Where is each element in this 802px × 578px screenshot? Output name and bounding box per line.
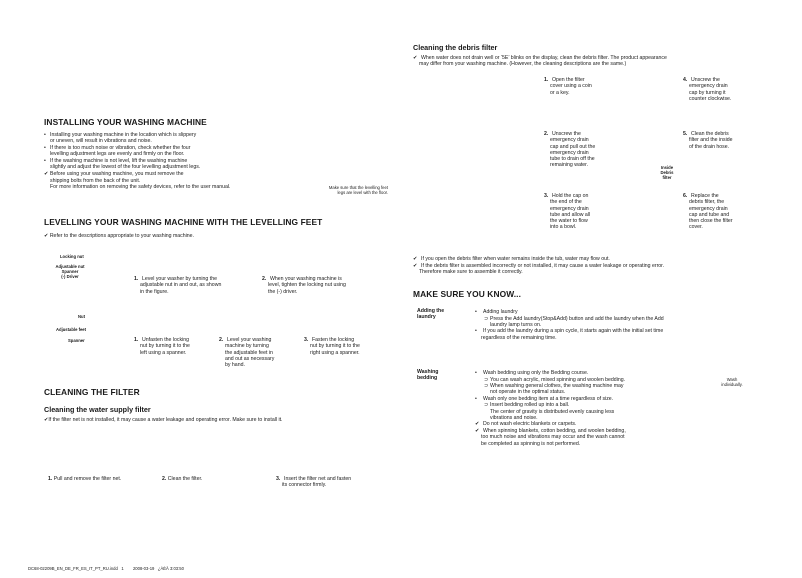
debris-warnings — [413, 256, 783, 276]
debris-note: ✔ When water does not drain well or ‘5E’ blinks on the display, clean the debris filter. The product appearance may differ from your washing machine. (However, the cleaning descriptions are the same.) — [413, 55, 667, 68]
know-title: MAKE SURE YOU KNOW... — [413, 289, 522, 299]
check-icon: ✔ — [44, 417, 49, 423]
adding-laundry-content: • Adding laundry ⊃ Press the Add laundry(Stop&Add) button and add the laundry when the Add laundry lamp turns on. • If you add the laundry during a spin cycle, it starts again with the initial set time regardless of the remaining time. — [475, 309, 664, 341]
levelling-note: ✔ Refer to the descriptions appropriate to your washing machine. — [44, 233, 194, 239]
levelling-step-a2: 2. When your washing machine is level, tighten the locking nut using the (-) driver. — [262, 276, 346, 295]
figure-label-inside-debris-filter: Inside Debris filter — [660, 165, 674, 180]
check-icon: ✔ — [413, 262, 418, 269]
adding-laundry-label: Adding the laundry — [417, 308, 445, 321]
list-item: ✔ If you open the debris filter when water remains inside the tub, water may flow out. — [413, 256, 610, 262]
debris-step-6: 6. Replace the debris filter, the emergency drain cap and tube and then close the filter cover. — [683, 193, 733, 231]
check-icon: ✔ — [413, 55, 418, 61]
levelling-step-b1: 1. Unfasten the locking nut by turning it to the left using a spanner. — [134, 337, 190, 356]
list-item: • Installing your washing machine in the location which is slippery or uneven, will result in vibrations and noise. — [44, 132, 197, 145]
check-icon: ✔ — [475, 421, 480, 428]
arrow-icon: ⊃ — [484, 376, 489, 383]
figure-label-locking-nut: Locking nut — [60, 254, 84, 259]
figure-label-adjustable-nut: Adjustable nut Spanner (-) Driver — [55, 264, 85, 279]
print-footer: DC68-02209B_EN_DE_FR_ES_IT_PT_RU.indd 1 2008-03-19 ¿ÀÈÄ 3:03:50 — [28, 566, 184, 571]
water-filter-step-1: 1. Pull and remove the filter net. — [48, 476, 122, 482]
figure-label-spanner: Spanner — [68, 338, 85, 343]
arrow-icon: ⊃ — [484, 383, 489, 390]
list-item: ✔ Before using your washing machine, you must remove the shipping bolts from the back of the unit. For more information on removing the safety devices, refer to the user manual. — [44, 171, 231, 190]
wash-individually-note: Wash individually. — [721, 377, 743, 387]
debris-step-3: 3. Hold the cap on the end of the emergency drain tube and allow all the water to flow into a bowl. — [544, 193, 591, 231]
levelling-step-b3: 3. Fasten the locking nut by turning it to the right using a spanner. — [304, 337, 360, 356]
cleaning-title: CLEANING THE FILTER — [44, 387, 140, 397]
water-filter-subtitle: Cleaning the water supply filter — [44, 405, 151, 414]
list-item: ✔ If the debris filter is assembled incorrectly or not installed, it may cause a water leakage or operating error. Therefore make sure to assemble it correctly. — [413, 262, 665, 276]
check-icon: ✔ — [413, 256, 418, 262]
check-icon: ✔ — [475, 428, 480, 435]
figure-caption: Make sure that the levelling feet legs are level with the floor. — [328, 185, 388, 195]
levelling-step-a1: 1. Level your washer by turning the adjustable nut in and out, as shown in the figure. — [134, 276, 222, 295]
arrow-icon: ⊃ — [484, 402, 489, 409]
check-icon: ✔ — [44, 233, 49, 239]
water-filter-step-2: 2. Clean the filter. — [162, 476, 203, 482]
washing-bedding-label: Washing bedding — [417, 369, 439, 382]
levelling-step-b2: 2. Level your washing machine by turning the adjustable feet in and out as necessary by hand. — [219, 337, 275, 369]
list-item: • If the washing machine is not level, lift the washing machine slightly and adjust the lowest of the four levelling adjustment legs. — [44, 158, 201, 171]
install-bullets — [44, 132, 314, 191]
water-filter-note: ✔If the filter net is not installed, it may cause a water leakage and operating error. Make sure to install it. — [44, 417, 283, 423]
list-item: • If there is too much noise or vibration, check whether the four levelling adjustment legs are evenly and firmly on the floor. — [44, 145, 191, 158]
levelling-title: LEVELLING YOUR WASHING MACHINE WITH THE LEVELLING FEET — [44, 217, 323, 227]
washing-bedding-content: • Wash bedding using only the Bedding course. ⊃ You can wash acrylic, mixed spinning and woolen bedding. ⊃ When washing general clothes, the washing machine may not operate in the optimal status. • Wash only one bedding item at a time regardless of size. ⊃ Insert bedding rolled up into a ball. The center of gravity is distributed evenly causing less vibrations and noise. ✔ Do not wash electric blankets or carpets. ✔ When spinning blankets, cotton bedding, and woolen bedding, too much noise and vibrations may occur and the wash cannot be completed as spinning is not performed. — [475, 370, 626, 447]
debris-subtitle: Cleaning the debris filter — [413, 43, 498, 52]
figure-label-nut: Nut — [78, 314, 85, 319]
debris-step-5: 5. Clean the debris filter and the inside of the drain hose. — [683, 131, 733, 150]
debris-step-2: 2. Unscrew the emergency drain cap and pull out the emergency drain tube to drain off the remaining water. — [544, 131, 596, 169]
arrow-icon: ⊃ — [484, 315, 489, 322]
water-filter-step-3: 3. Insert the filter net and fasten its connector firmly. — [276, 476, 352, 489]
debris-step-1: 1. Open the filter cover using a coin or a key. — [544, 77, 592, 96]
install-title: INSTALLING YOUR WASHING MACHINE — [44, 117, 207, 127]
debris-step-4: 4. Unscrew the emergency drain cap by turning it counter clockwise. — [683, 77, 732, 102]
figure-label-adjustable-feet: Adjustable feet — [56, 327, 87, 332]
